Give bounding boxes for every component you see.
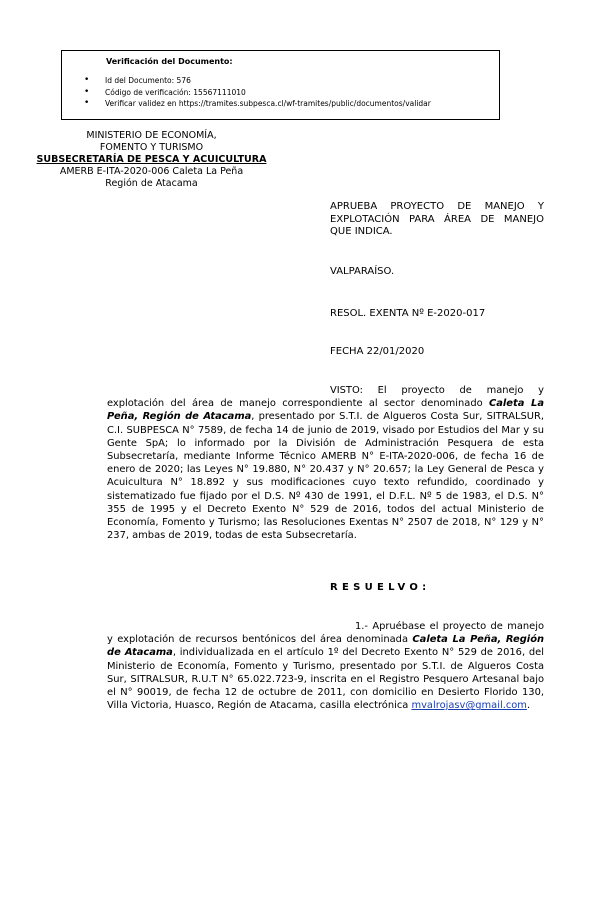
visto-paragraph: VISTO: El proyecto de manejo y explotación del área de manejo correspondiente al sector denominado Caleta La Peña, Región de Atacama, presentado por S.T.I. de Algueros Costa Sur, SITRALSUR, C.I. SUBPESCA N° 7589, de fecha 14 de junio de 2019, visado por Estudios del Mar y su Gente SpA; lo informado por la División de Administración Pesquera de esta Subsecretaría, mediante Informe Técnico AMERB N° E-ITA-2020-006, de fecha 16 de enero de 2020; las Leyes N° 19.880, N° 20.437 y N° 20.657; la Ley General de Pesca y Acuicultura N° 18.892 y sus modificaciones cuyo texto refundido, coordinado y sistematizado fue fijado por el D.S. Nº 430 de 1991, el D.F.L. Nº 5 de 1983, el D.S. N° 355 de 1995 y el Decreto Exento N° 529 de 2016, todos del actual Ministerio de Economía, Fomento y Turismo; las Resoluciones Exentas N° 2507 de 2018, N° 129 y N° 237, ambas de 2019, todas de esta Subsecretaría.: [107, 385, 545, 542]
city: VALPARAÍSO.: [330, 266, 395, 277]
verification-list: [84, 75, 431, 110]
resuelvo-heading: RESUELVO:: [330, 582, 431, 593]
area-name-bold: Caleta La Peña, Región de Atacama: [107, 398, 544, 423]
resolution-title-line: EXPLOTACIÓN PARA ÁREA DE MANEJO: [330, 213, 544, 225]
verification-item-validate-url[interactable]: • Verificar validez en https://tramites.subpesca.cl/wf-tramites/public/documentos/validar: [84, 98, 431, 110]
verification-item-document-id: • Id del Documento: 576: [84, 75, 431, 87]
email-link[interactable]: mvalrojasv@gmail.com: [411, 700, 527, 712]
verification-item-code: • Código de verificación: 15567111010: [84, 87, 431, 99]
article-1-paragraph: 1.- Apruébase el proyecto de manejo y explotación de recursos bentónicos del área denominada Caleta La Peña, Región de Atacama, individualizada en el artículo 1º del Decreto Exento N° 529 de 2016, del Ministerio de Economía, Fomento y Turismo, presentado por S.T.I. de Algueros Costa Sur, SITRALSUR, R.U.T N° 65.022.723-9, inscrita en el Registro Pesquero Artesanal bajo el N° 90019, de fecha 12 de octubre de 2011, con domicilio en Desierto Florido 130, Villa Victoria, Huasco, Región de Atacama, casilla electrónica mvalrojasv@gmail.com.: [107, 621, 545, 712]
resolution-title-line: QUE INDICA.: [330, 226, 393, 237]
resolution-title: [330, 201, 544, 239]
resolution-title-line: APRUEBA PROYECTO DE MANEJO Y: [330, 201, 544, 212]
verification-title: Verificación del Documento:: [106, 57, 233, 66]
ministry-name: MINISTERIO DE ECONOMÍA,: [86, 130, 217, 141]
resolution-date: FECHA 22/01/2020: [330, 346, 425, 357]
area-name-bold: Caleta La Peña, Región de Atacama: [107, 634, 545, 659]
verification-box: [61, 50, 500, 120]
region-name: Región de Atacama: [105, 178, 198, 189]
ministry-header: [28, 130, 275, 190]
subsecretaria-name: SUBSECRETARÍA DE PESCA Y ACUICULTURA: [36, 154, 267, 165]
ministry-name-cont: FOMENTO Y TURISMO: [99, 142, 204, 153]
resolution-number: RESOL. EXENTA Nº E-2020-017: [330, 308, 486, 319]
amerb-reference: AMERB E-ITA-2020-006 Caleta La Peña: [59, 166, 244, 177]
